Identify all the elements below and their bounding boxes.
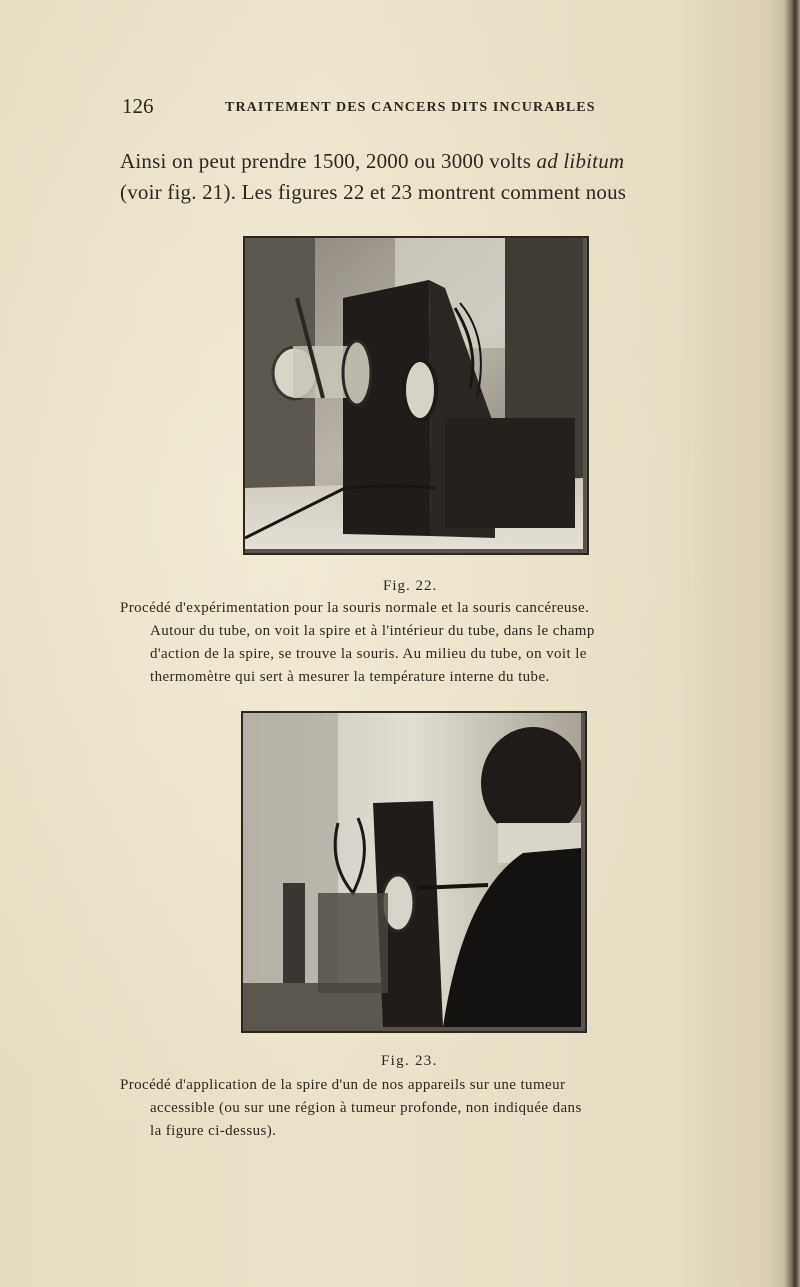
page-header bbox=[122, 94, 612, 120]
body-line-2: (voir fig. 21). Les figures 22 et 23 montrent comment nous bbox=[120, 180, 627, 204]
figure-22-label: Fig. 22. bbox=[383, 578, 438, 594]
figure-22-photo bbox=[243, 236, 589, 555]
body-line-1-text: Ainsi on peut prendre 1500, 2000 ou 3000 volts bbox=[120, 149, 537, 173]
caption-line: accessible (ou sur une région à tumeur profonde, non indiquée dans bbox=[150, 1100, 582, 1116]
body-line-1 bbox=[120, 146, 712, 177]
caption-line: thermomètre qui sert à mesurer la température interne du tube. bbox=[150, 669, 550, 685]
caption-line: Procédé d'application de la spire d'un de nos appareils sur une tumeur bbox=[120, 1077, 566, 1093]
caption-line: d'action de la spire, se trouve la souris. Au milieu du tube, on voit le bbox=[150, 646, 587, 662]
book-gutter bbox=[784, 0, 800, 1287]
italic-phrase: ad libitum bbox=[536, 149, 625, 173]
body-paragraph bbox=[120, 146, 712, 208]
caption-line: Procédé d'expérimentation pour la souris normale et la souris cancéreuse. bbox=[120, 600, 590, 616]
caption-line: Autour du tube, on voit la spire et à l'intérieur du tube, dans le champ bbox=[150, 623, 595, 639]
figure-23-illustration bbox=[243, 713, 581, 1027]
figure-23-caption bbox=[120, 1074, 582, 1143]
running-head: TRAITEMENT DES CANCERS DITS INCURABLES bbox=[225, 100, 596, 115]
caption-line: la figure ci-dessus). bbox=[150, 1123, 277, 1139]
figure-22-caption bbox=[120, 597, 595, 689]
figure-22-illustration bbox=[245, 238, 583, 549]
figure-23-photo bbox=[241, 711, 587, 1033]
page-number: 126 bbox=[122, 94, 154, 118]
figure-23-label: Fig. 23. bbox=[381, 1053, 438, 1069]
